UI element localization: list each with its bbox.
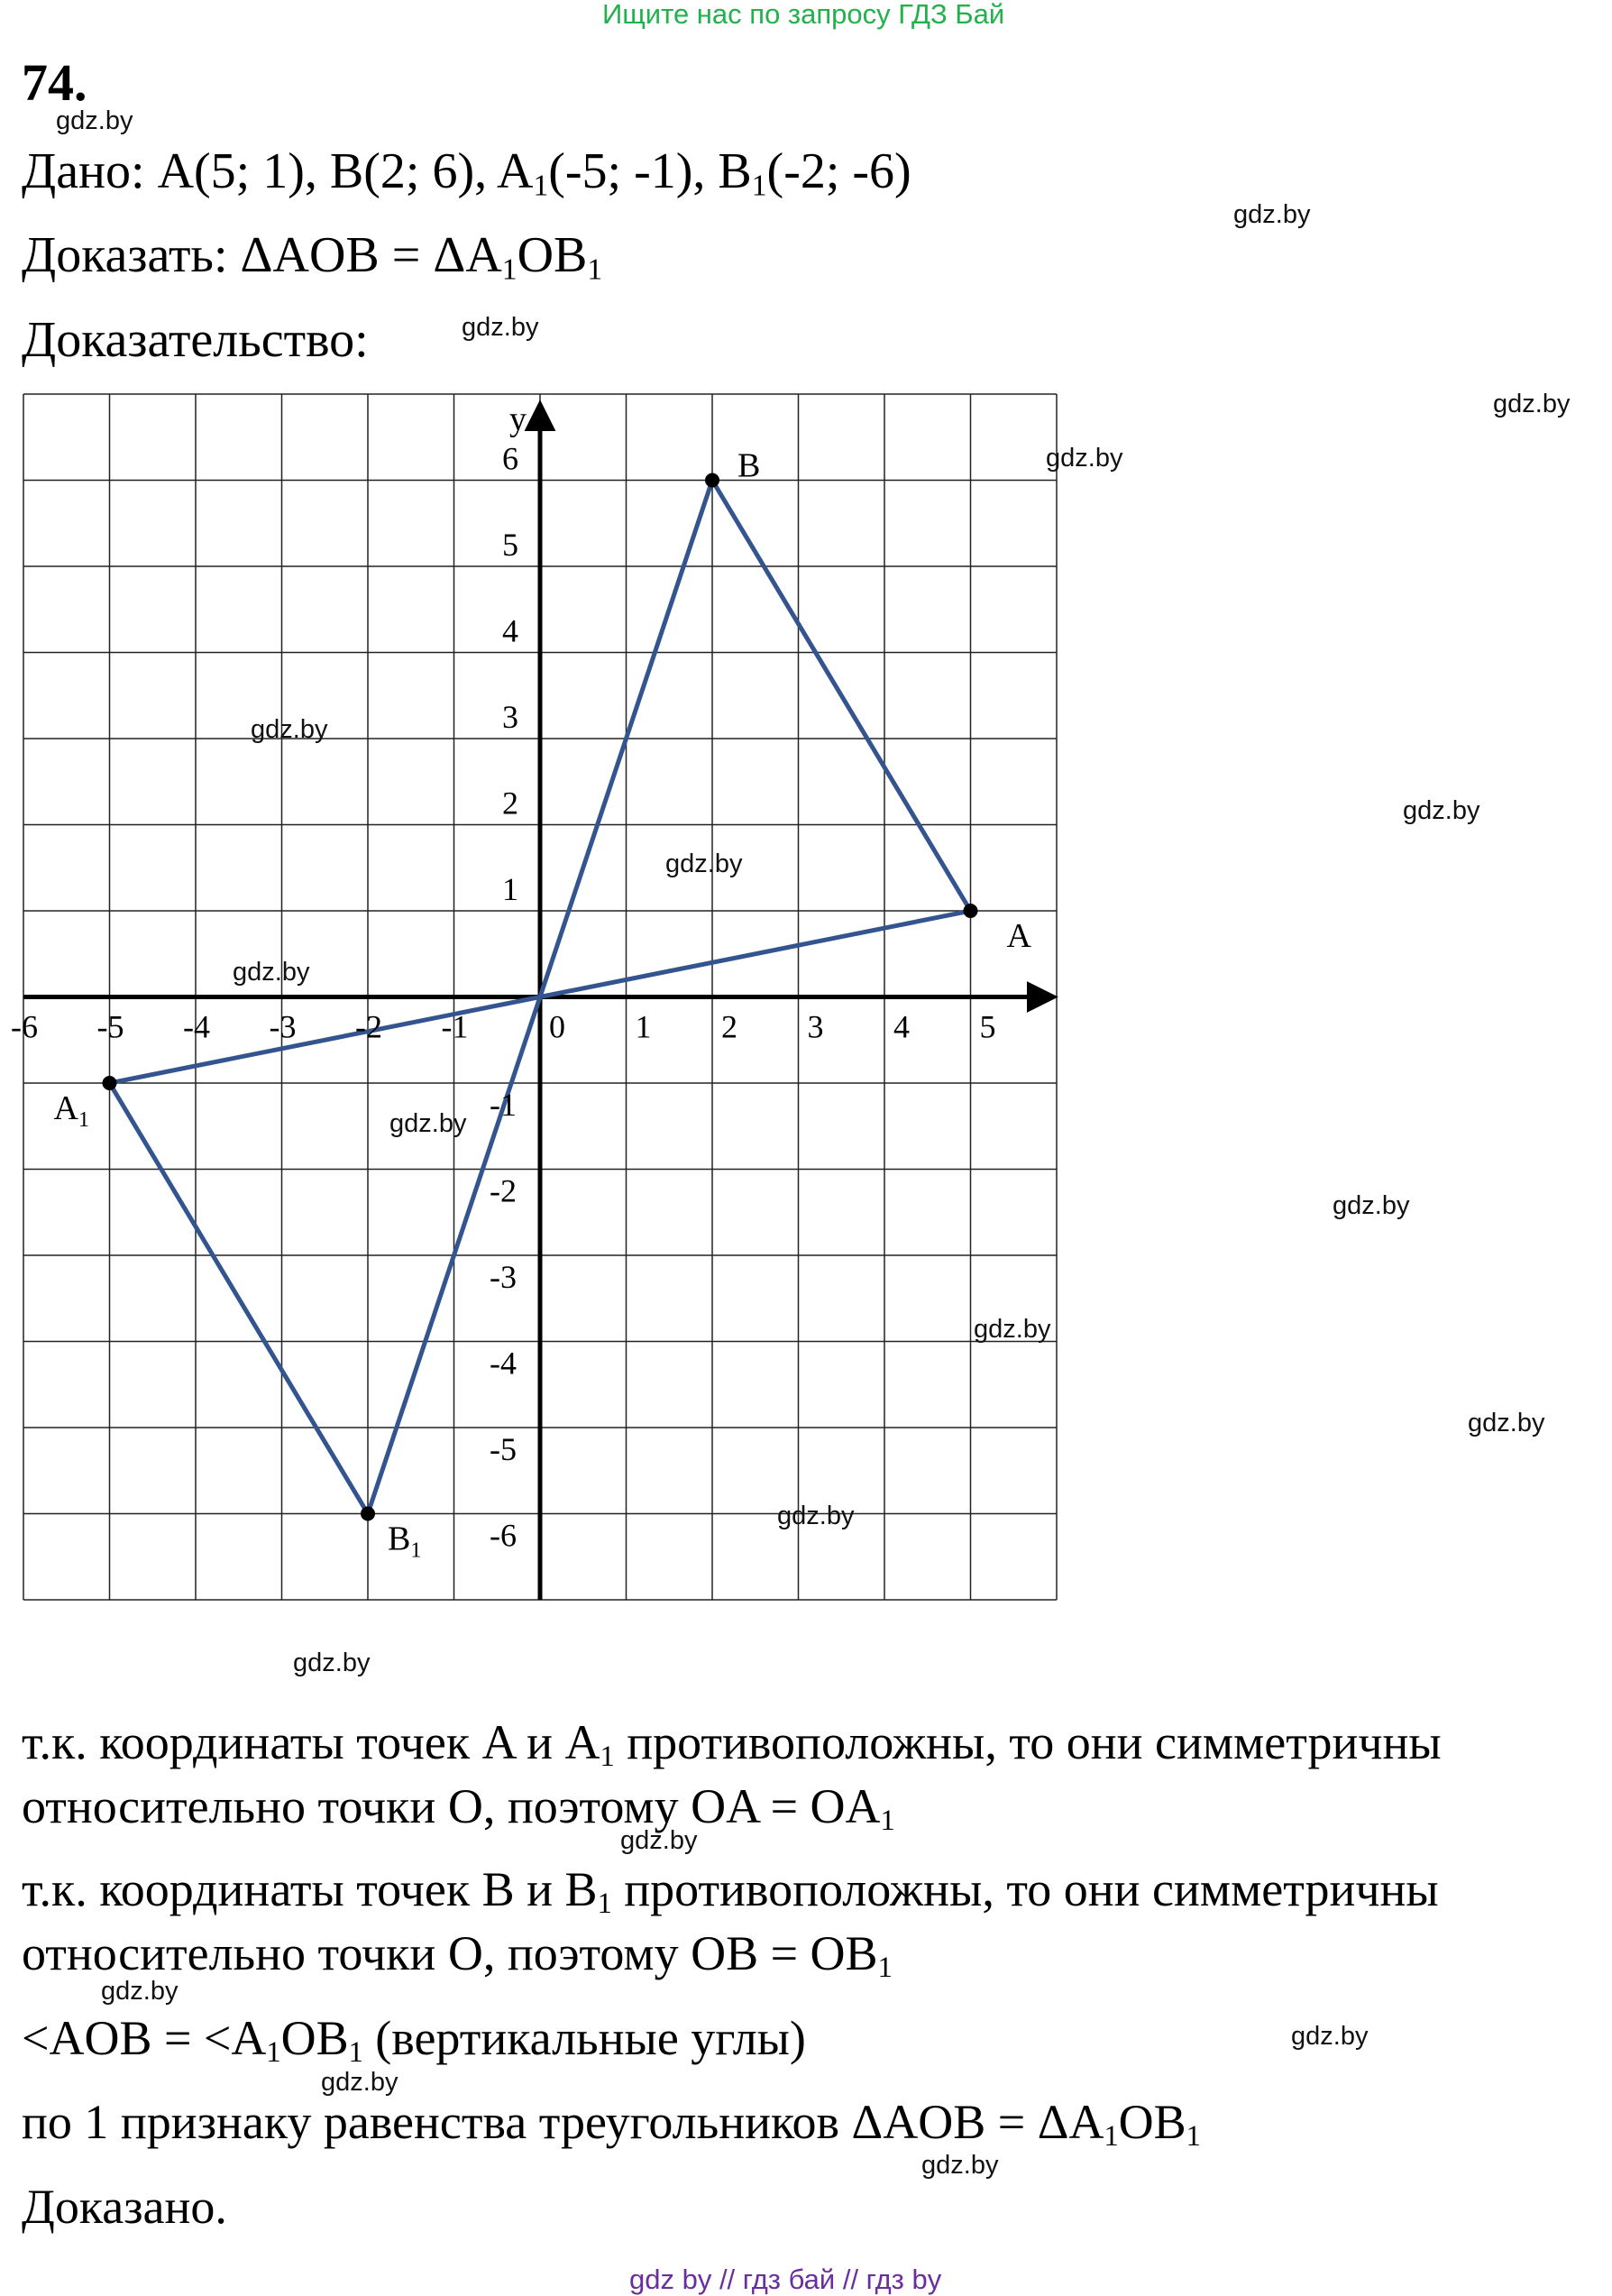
- point-label-B1: $B_1$: [388, 1520, 422, 1563]
- x-tick-label: 2: [721, 1008, 737, 1045]
- x-tick-label: -5: [96, 1008, 124, 1045]
- x-tick-label: 4: [893, 1008, 910, 1045]
- watermark: gdz.by: [1403, 796, 1480, 825]
- proof-line-1a: т.к. координаты точек A и $A_1$ противоположны, то они симметричны: [22, 1715, 1442, 1774]
- top-banner: Ищите нас по запросу ГДЗ Бай: [602, 0, 1005, 30]
- footer-links[interactable]: gdz by // гдз бай // гдз by: [629, 2264, 942, 2295]
- watermark: gdz.by: [1333, 1191, 1410, 1220]
- watermark: gdz.by: [389, 1109, 467, 1138]
- watermark: gdz.by: [974, 1315, 1051, 1344]
- y-tick-label: 6: [502, 440, 518, 477]
- y-tick-label: -2: [490, 1172, 517, 1209]
- y-tick-label: 4: [502, 612, 518, 649]
- x-tick-label: -3: [269, 1008, 297, 1045]
- y-tick-label: 1: [502, 871, 518, 907]
- watermark: gdz.by: [1233, 200, 1311, 229]
- watermark: gdz.by: [1291, 2022, 1369, 2051]
- proof-heading: Доказательство:: [22, 312, 369, 368]
- proof-line-2b: относительно точки O, поэтому OB = $OB_1$: [22, 1926, 893, 1985]
- y-tick-label: -5: [490, 1431, 517, 1467]
- watermark: gdz.by: [1493, 390, 1571, 418]
- point-A1: [103, 1076, 117, 1090]
- y-axis-label: y: [509, 400, 527, 438]
- prove-line: Доказать: $\Delta AOB = \Delta A_1OB_1$: [22, 227, 603, 287]
- watermark: gdz.by: [293, 1649, 371, 1677]
- y-tick-label: 2: [502, 785, 518, 822]
- watermark: gdz.by: [1046, 444, 1123, 473]
- point-label-B: B: [737, 446, 761, 485]
- x-tick-label: 5: [979, 1008, 996, 1045]
- point-B1: [361, 1507, 375, 1521]
- watermark: gdz.by: [620, 1826, 698, 1855]
- watermark: gdz.by: [233, 958, 310, 987]
- watermark: gdz.by: [462, 313, 539, 342]
- x-tick-label: -1: [441, 1008, 469, 1045]
- x-tick-label: 3: [807, 1008, 824, 1045]
- segment-O-A1: [110, 997, 541, 1084]
- watermark: gdz.by: [56, 106, 133, 135]
- y-tick-label: -3: [490, 1259, 517, 1295]
- y-tick-label: 3: [502, 699, 518, 735]
- point-label-A1: $A_1$: [53, 1089, 89, 1132]
- watermark: gdz.by: [251, 715, 328, 744]
- watermark: gdz.by: [321, 2068, 398, 2097]
- segment-A-B: [712, 481, 971, 912]
- proof-line-3: $<AOB = <A_1OB_1$ (вертикальные углы): [22, 2011, 806, 2070]
- watermark: gdz.by: [1468, 1409, 1545, 1437]
- segment-A1-B1: [110, 1083, 369, 1514]
- watermark: gdz.by: [101, 1977, 179, 2006]
- x-tick-label: -2: [355, 1008, 382, 1045]
- given-line: Дано: A(5; 1), B(2; 6), $A_1(-5$; -1), $B_1(-2$; -6): [22, 143, 911, 203]
- watermark: gdz.by: [921, 2151, 999, 2180]
- x-tick-label: 1: [635, 1008, 652, 1045]
- y-tick-label: -6: [490, 1517, 517, 1554]
- y-tick-label: 5: [502, 527, 518, 563]
- watermark: gdz.by: [665, 850, 743, 878]
- x-tick-label: 0: [549, 1008, 565, 1045]
- point-A: [964, 904, 978, 918]
- y-tick-label: -4: [490, 1345, 517, 1382]
- x-tick-label: -6: [11, 1008, 38, 1045]
- point-B: [705, 473, 719, 488]
- x-tick-label: -4: [183, 1008, 210, 1045]
- segment-O-A: [540, 911, 971, 997]
- watermark: gdz.by: [777, 1502, 855, 1530]
- problem-number: 74.: [22, 53, 87, 112]
- proof-line-1b: относительно точки O, поэтому OA = $OA_1$: [22, 1779, 895, 1838]
- y-tick-label: -1: [490, 1087, 517, 1123]
- proof-line-5: Доказано.: [22, 2180, 227, 2234]
- proof-line-2a: т.к. координаты точек B и $B_1$ противоположны, то они симметричны: [22, 1862, 1439, 1921]
- point-label-A: A: [1006, 917, 1031, 955]
- proof-line-4: по 1 признаку равенства треугольников $\Delta AOB = \Delta A_1OB_1$: [22, 2095, 1201, 2154]
